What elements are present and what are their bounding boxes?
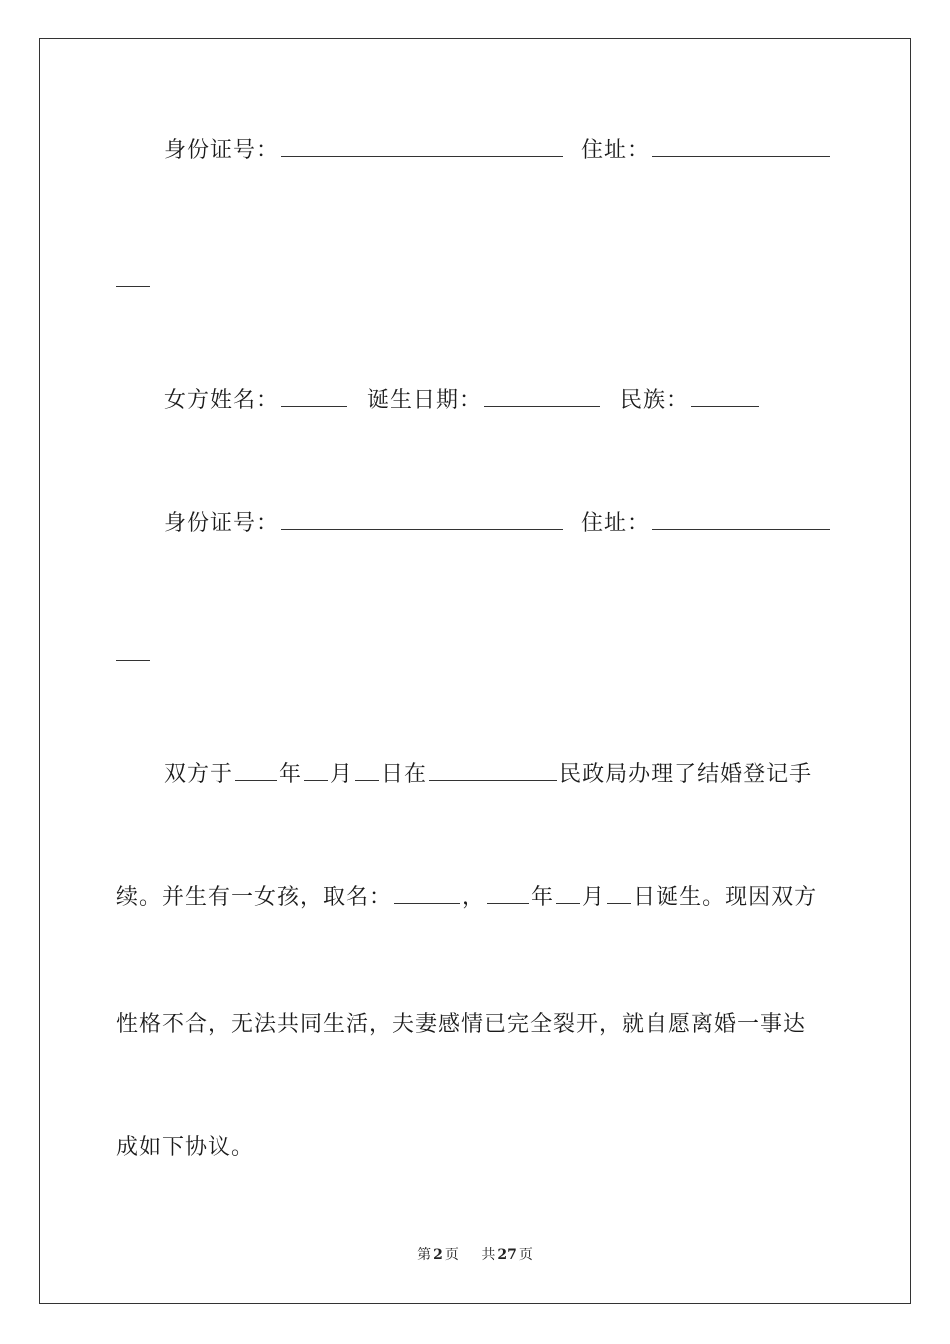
text-segment: 年 <box>279 762 303 787</box>
id-blank[interactable] <box>281 509 563 530</box>
day-blank[interactable] <box>355 760 379 781</box>
month-blank[interactable] <box>556 883 580 904</box>
address-continuation-line <box>116 640 836 669</box>
month-blank[interactable] <box>304 760 328 781</box>
page-indicator <box>415 1247 461 1263</box>
wife-name-blank[interactable] <box>281 386 347 407</box>
nation-blank[interactable] <box>691 386 759 407</box>
page-suffix: 页 <box>444 1247 459 1263</box>
page-prefix: 第 <box>417 1247 432 1263</box>
text-segment: 月 <box>582 885 606 910</box>
text-segment: 月 <box>330 762 354 787</box>
id-label: 身份证号： <box>164 511 280 536</box>
nation-label: 民族： <box>620 388 690 413</box>
place-blank[interactable] <box>429 760 557 781</box>
birth-date-label: 诞生日期： <box>367 388 483 413</box>
year-blank[interactable] <box>235 760 277 781</box>
text-segment: 日诞生。现因双方 <box>633 885 818 910</box>
id-label: 身份证号： <box>164 138 280 163</box>
husband-id-address-line <box>164 136 836 165</box>
text-segment: ， <box>462 885 486 910</box>
page-number: 2 <box>433 1247 443 1263</box>
paragraph-line: 成如下协议。 <box>116 1135 255 1160</box>
address-continuation-blank[interactable] <box>116 640 150 661</box>
text-segment: 民政局办理了结婚登记手 <box>559 762 813 787</box>
text-segment: 日在 <box>381 762 428 787</box>
address-continuation-line <box>116 266 836 295</box>
address-label: 住址： <box>581 138 651 163</box>
paragraph-line: 性格不合，无法共同生活，夫妻感情已完全裂开，就自愿离婚一事达 <box>116 1012 807 1037</box>
child-name-blank[interactable] <box>394 883 460 904</box>
address-continuation-blank[interactable] <box>116 266 150 287</box>
total-pages: 27 <box>497 1247 517 1263</box>
wife-info-line <box>164 386 836 415</box>
paragraph-line <box>164 760 836 789</box>
address-label: 住址： <box>581 511 651 536</box>
birth-date-blank[interactable] <box>484 386 600 407</box>
paragraph-line <box>116 883 836 912</box>
address-blank[interactable] <box>652 136 830 157</box>
total-suffix: 页 <box>518 1247 533 1263</box>
wife-id-address-line <box>164 509 836 538</box>
wife-name-label: 女方姓名： <box>164 388 280 413</box>
total-prefix: 共 <box>481 1247 496 1263</box>
address-blank[interactable] <box>652 509 830 530</box>
text-segment: 续。并生有一女孩，取名： <box>116 885 393 910</box>
text-segment: 年 <box>531 885 555 910</box>
year-blank[interactable] <box>487 883 529 904</box>
id-blank[interactable] <box>281 136 563 157</box>
page-border <box>39 38 911 1304</box>
text-segment: 双方于 <box>164 762 234 787</box>
day-blank[interactable] <box>607 883 631 904</box>
page-footer <box>0 1246 950 1264</box>
total-indicator <box>479 1247 534 1263</box>
